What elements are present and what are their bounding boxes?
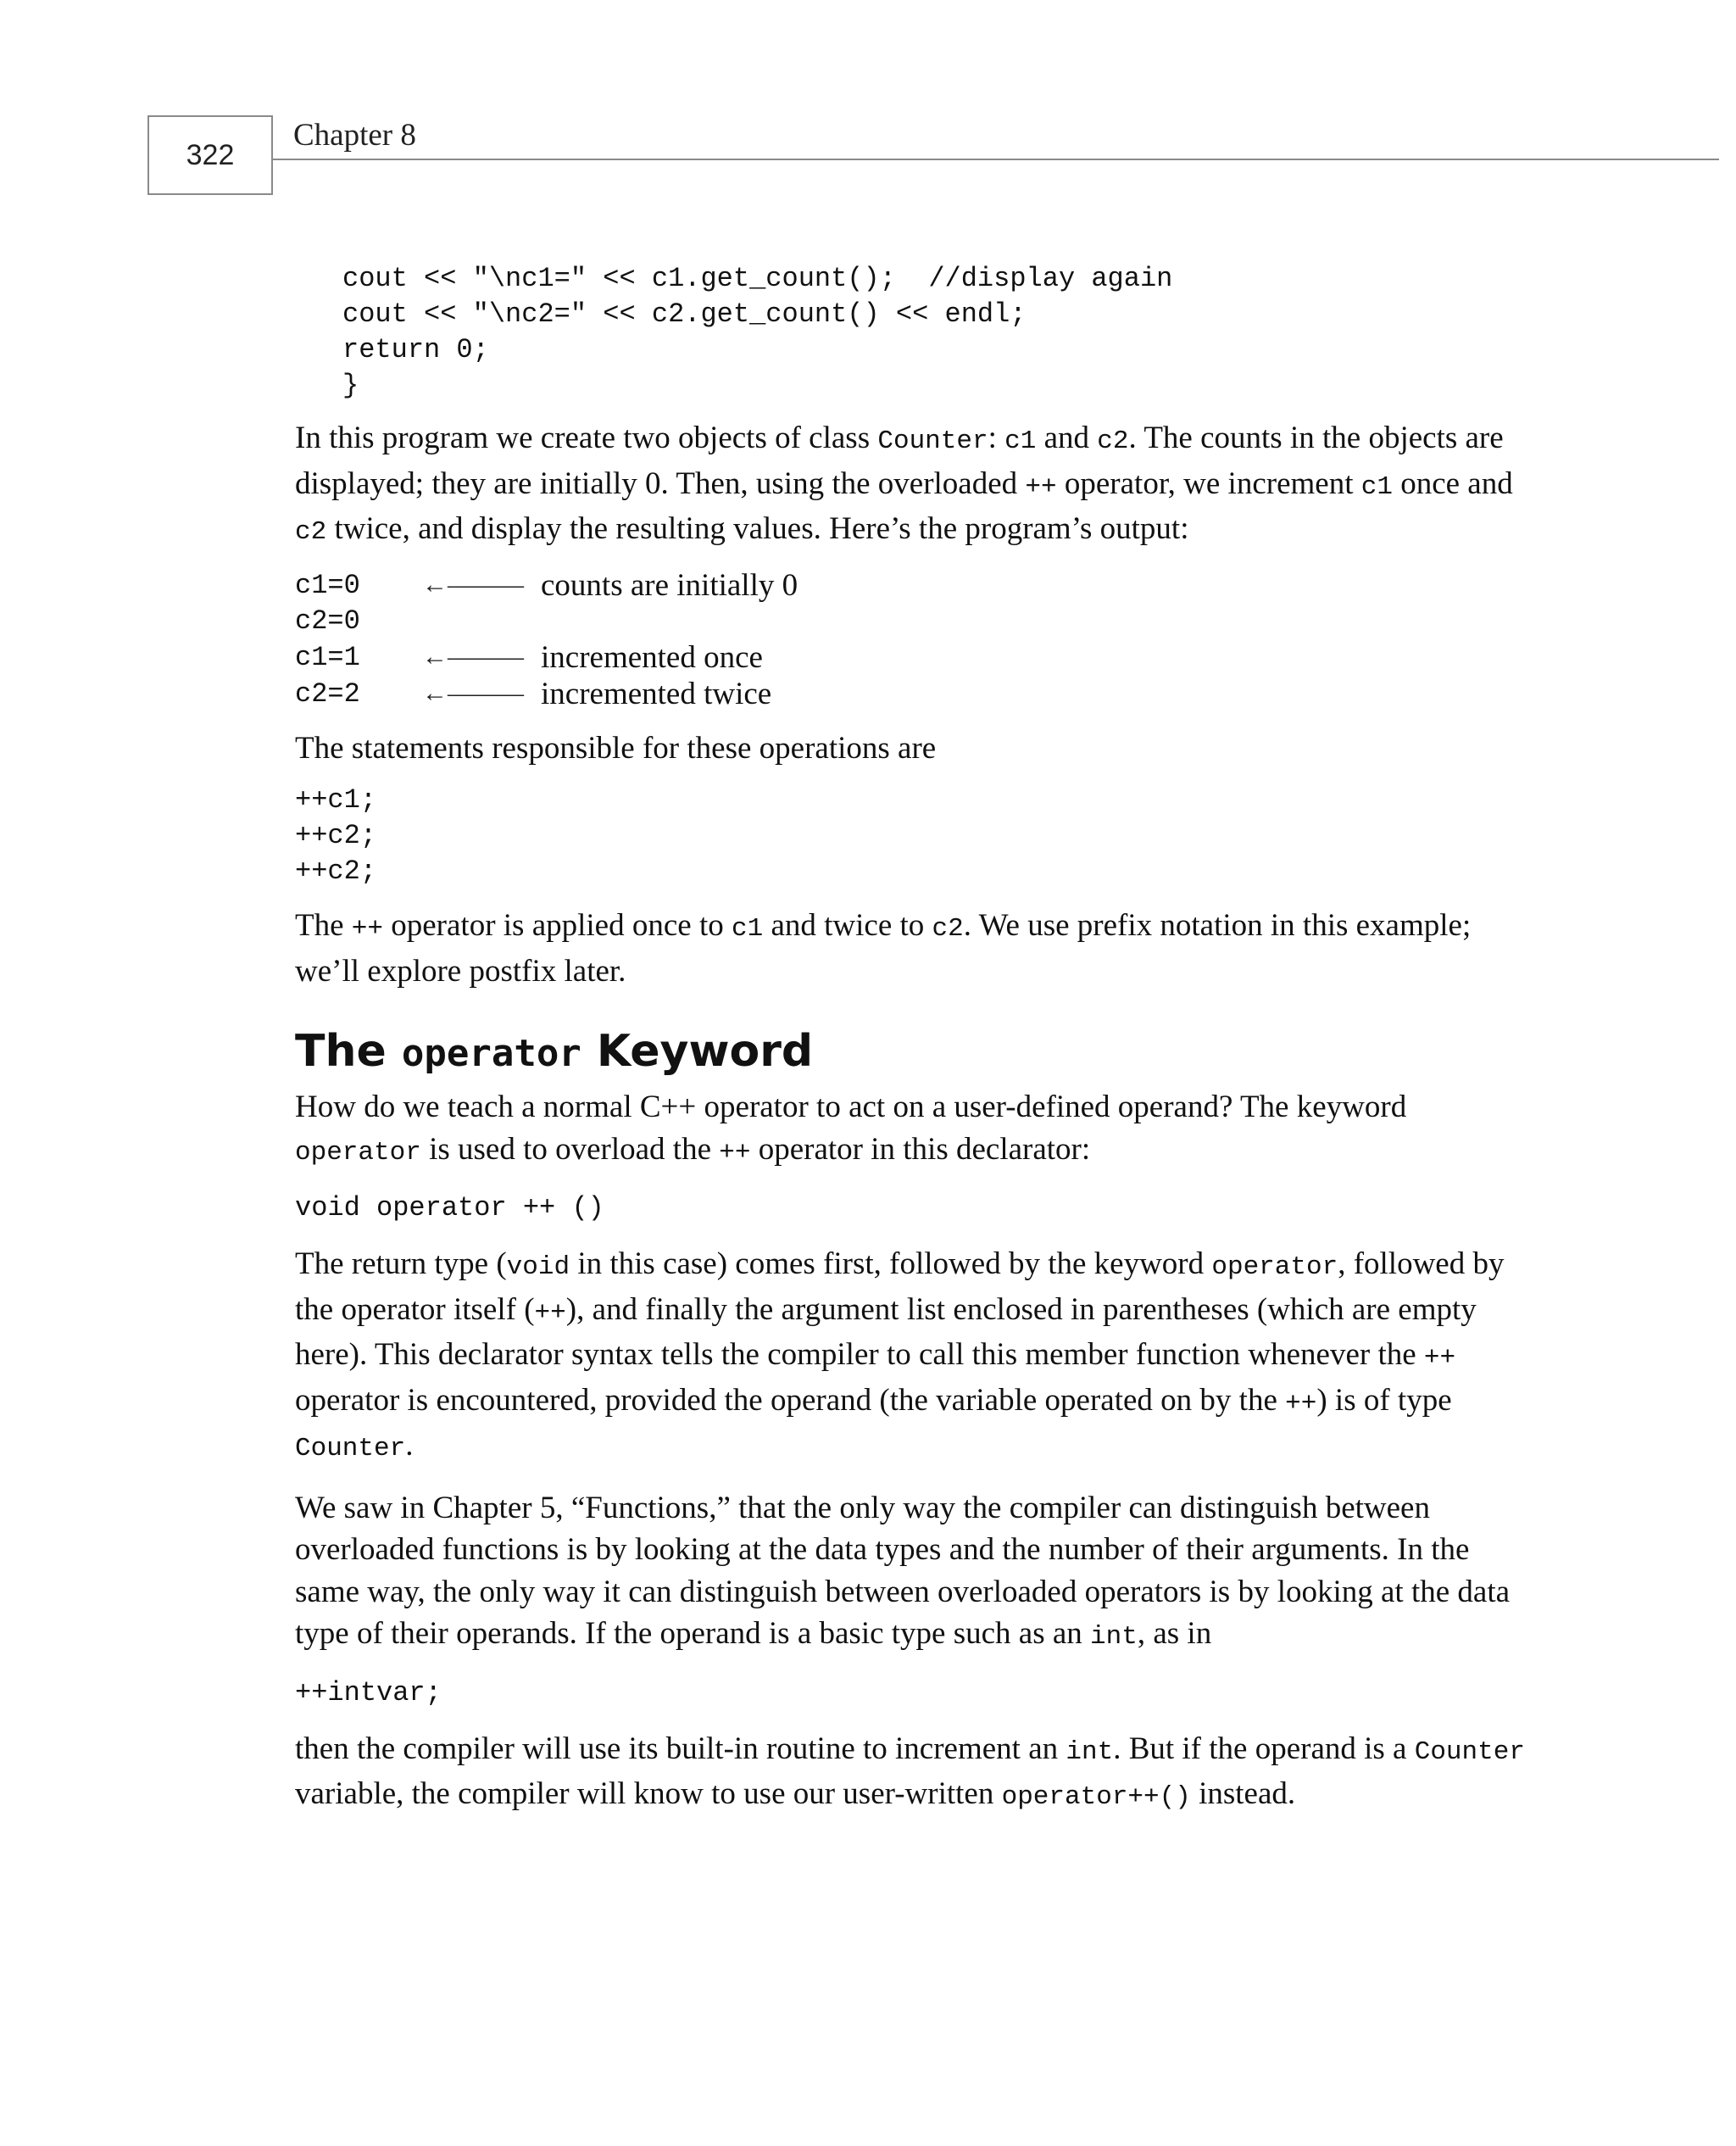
inline-code: int [1066, 1736, 1114, 1767]
text: operator, we increment [1056, 465, 1361, 501]
output-row [295, 604, 798, 639]
inline-code: ++ [1025, 471, 1057, 502]
inline-code: Counter [877, 426, 988, 456]
inline-code: c2 [932, 914, 964, 944]
inline-code: Counter [295, 1434, 406, 1463]
text: . We use prefix notation in this example; we’ll explore postfix later. [295, 908, 1472, 989]
code-line: ++c2; [295, 856, 377, 887]
text: and twice to [763, 908, 932, 943]
text: variable, the compiler will know to use our user-written [295, 1776, 1002, 1811]
text: ), and finally the argument list enclosed in parentheses (which are empty here). This declarator syntax tells the compiler to call this member function whenever the [295, 1291, 1477, 1372]
output-value: c2=2 [295, 677, 360, 710]
paragraph-program-description [295, 417, 1533, 554]
inline-code: ++ [351, 914, 383, 944]
text: , followed by the operator itself ( [295, 1246, 1505, 1327]
text: instead. [1190, 1776, 1296, 1811]
text: The [295, 908, 352, 943]
section-heading [295, 1026, 1533, 1079]
code-block-main-end [295, 261, 1533, 404]
code-line: cout << "\nc2=" << c2.get_count() << endl; [342, 298, 1027, 330]
paragraph-builtin-routine [295, 1728, 1533, 1819]
page-number: 322 [147, 115, 273, 195]
heading-text: Keyword [581, 1026, 814, 1077]
code-line: ++c1; [295, 784, 377, 816]
code-declarator: void operator ++ () [295, 1192, 604, 1223]
output-value: c1=0 [295, 569, 360, 601]
text: . [405, 1428, 414, 1463]
inline-code: c1 [731, 914, 764, 944]
inline-code: void [506, 1252, 570, 1282]
text: once and [1392, 465, 1513, 501]
paragraph-distinguish-operators [295, 1487, 1533, 1658]
output-row [295, 639, 798, 676]
inline-code: ++ [719, 1137, 751, 1168]
text: in this case) comes first, followed by the keyword [570, 1246, 1212, 1281]
heading-keyword: operator [401, 1032, 581, 1075]
inline-code: c2 [1097, 426, 1129, 456]
paragraph-operator-keyword [295, 1086, 1533, 1173]
header-rule [273, 159, 1719, 160]
left-arrow-icon [422, 604, 541, 639]
text: operator is encountered, provided the operand (the variable operated on by the [295, 1382, 1286, 1418]
output-value: c2=0 [295, 605, 360, 637]
text: is used to overload the [420, 1131, 720, 1167]
text: operator in this declarator: [750, 1131, 1091, 1167]
paragraph-declarator-syntax [295, 1243, 1533, 1470]
text: and [1036, 421, 1098, 455]
code-block-increments [295, 783, 1533, 889]
text: : [988, 421, 1005, 455]
output-annotation: incremented twice [541, 676, 772, 711]
inline-code: operator [1211, 1252, 1338, 1282]
output-row [295, 676, 798, 712]
text: How do we teach a normal C++ operator to act on a user-defined operand? The keyword [295, 1090, 1407, 1124]
code-intvar: ++intvar; [295, 1676, 442, 1708]
text: twice, and display the resulting values. Here’s the program’s output: [326, 511, 1189, 546]
chapter-title: Chapter 8 [293, 118, 416, 153]
text: then the compiler will use its built-in routine to increment an [295, 1731, 1066, 1766]
paragraph-prefix-note [295, 905, 1533, 992]
text: ) is of type [1316, 1382, 1452, 1418]
left-arrow-icon: ←——— [422, 679, 524, 707]
inline-code: Counter [1414, 1736, 1525, 1767]
inline-code: operator [295, 1137, 421, 1168]
output-row [295, 567, 798, 604]
paragraph-statements-intro: The statements responsible for these operations are [295, 730, 937, 766]
inline-code: c1 [1360, 471, 1393, 502]
text: . But if the operand is a [1113, 1731, 1415, 1766]
text: . The counts in the objects are displayed; they are initially 0. Then, using the overloaded [295, 421, 1504, 501]
output-annotation [541, 604, 798, 639]
code-line: } [342, 370, 359, 401]
left-arrow-icon: ←——— [422, 571, 524, 599]
inline-code: c1 [1004, 426, 1037, 456]
output-annotation: counts are initially 0 [541, 567, 798, 603]
left-arrow-icon: ←——— [422, 643, 524, 671]
text: We saw in Chapter 5, “Functions,” that the only way the compiler can distinguish between overloaded functions is by looking at the data types and the number of their arguments. In the same way, the only way it can distinguish between overloaded operators is by looking at the data type of their operands. If the operand is a basic type such as an [295, 1490, 1511, 1651]
heading-text: The [295, 1026, 402, 1077]
text: The return type ( [295, 1246, 507, 1281]
text: operator is applied once to [383, 908, 732, 943]
text: In this program we create two objects of class [295, 421, 878, 455]
inline-code: ++ [1423, 1343, 1456, 1373]
code-line: cout << "\nc1=" << c1.get_count(); //display again [342, 263, 1173, 294]
output-value: c1=1 [295, 641, 360, 673]
output-annotation: incremented once [541, 639, 763, 675]
inline-code: operator++() [1001, 1782, 1191, 1812]
inline-code: ++ [1285, 1388, 1317, 1419]
inline-code: int [1090, 1622, 1138, 1652]
text: , as in [1137, 1616, 1212, 1651]
inline-code: c2 [295, 517, 327, 547]
program-output [295, 567, 798, 712]
code-line: return 0; [342, 334, 489, 365]
page-content [295, 261, 1533, 1819]
inline-code: ++ [534, 1297, 566, 1328]
code-line: ++c2; [295, 820, 377, 851]
